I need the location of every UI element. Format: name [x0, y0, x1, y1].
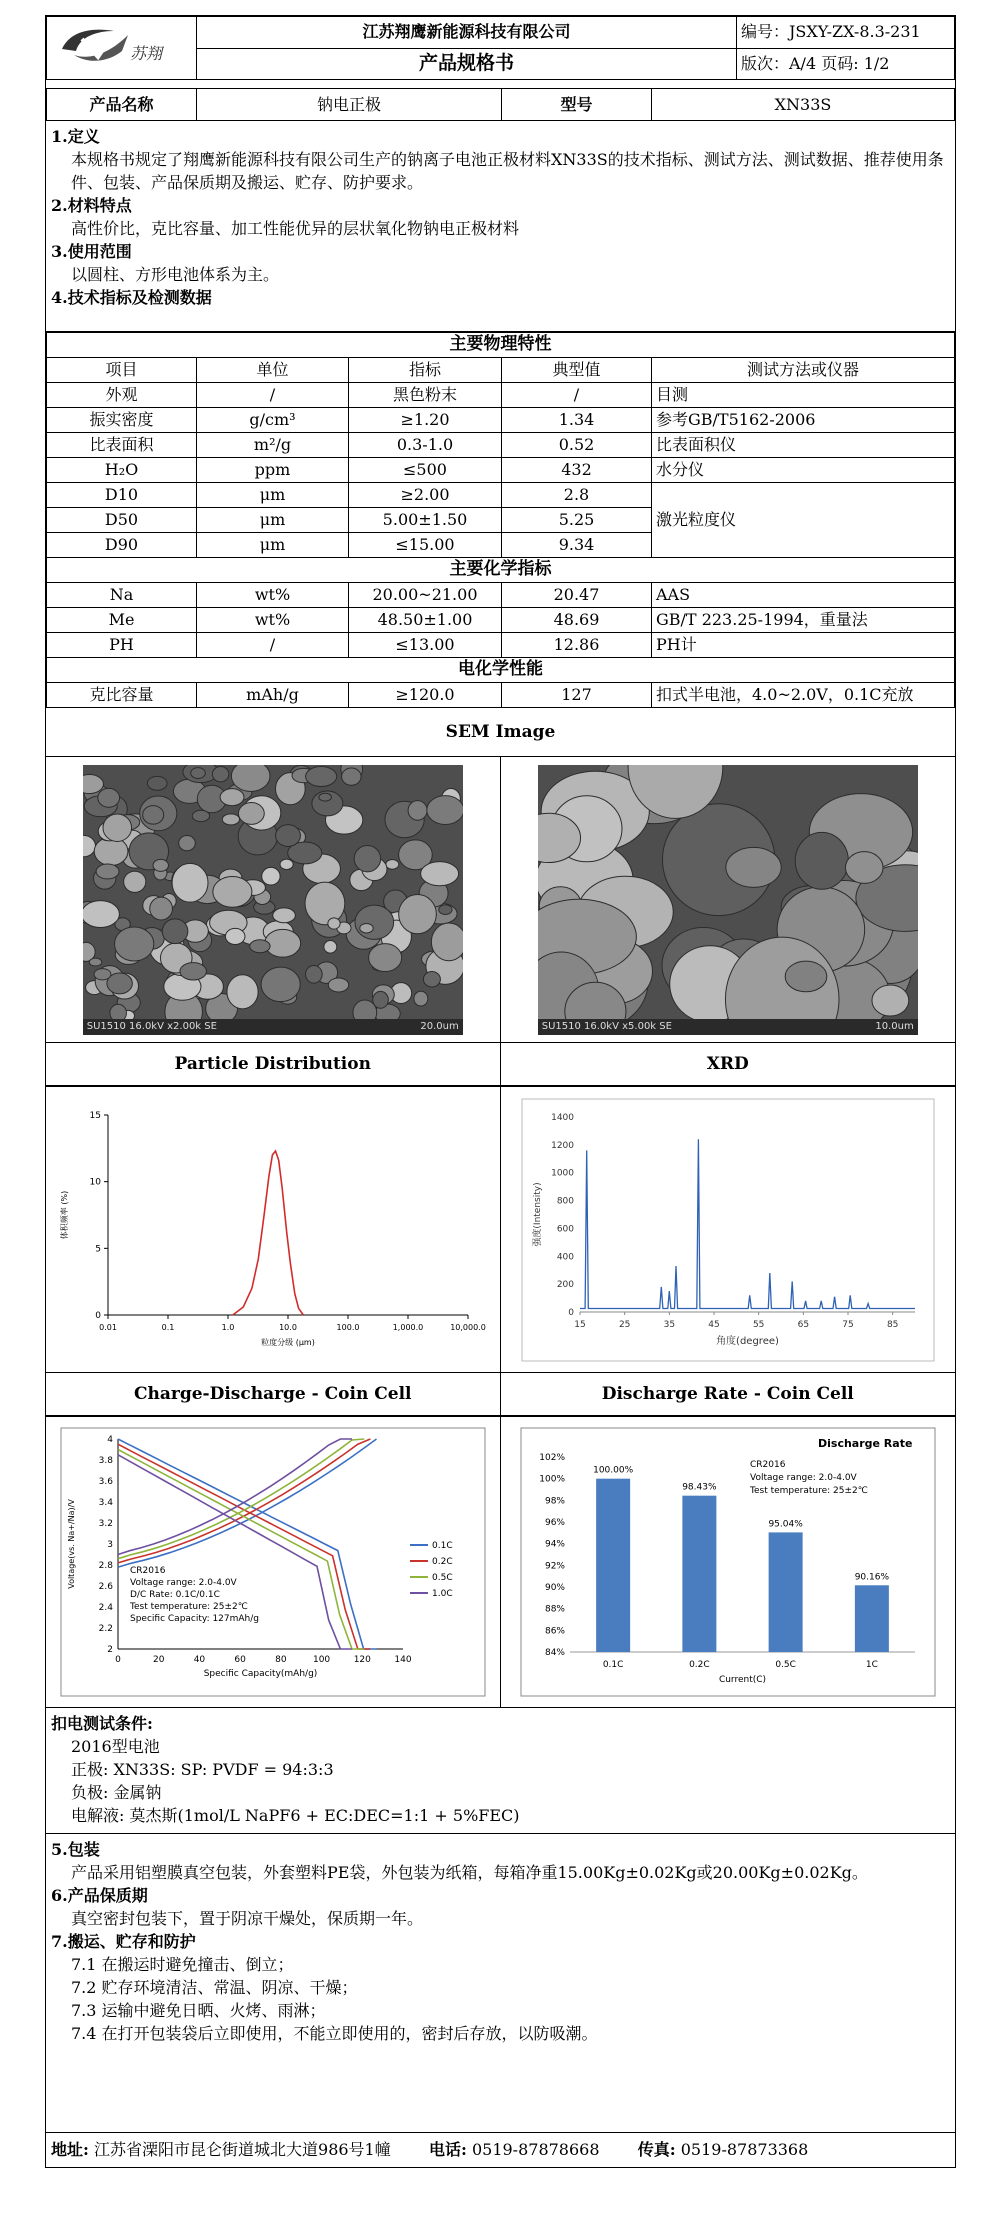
section-3-body: 以圆柱、方形电池体系为主。 — [71, 265, 280, 284]
table-row — [47, 383, 955, 408]
cd-y-tick-label: 3.2 — [98, 1518, 113, 1529]
sem-particle — [328, 917, 340, 928]
cd-y-tick-label: 2.2 — [98, 1623, 113, 1634]
psd-x-tick-label: 10.0 — [278, 1322, 297, 1332]
cell-method: 比表面积仪 — [652, 433, 955, 458]
cell-item: 克比容量 — [47, 683, 197, 708]
cd-chart — [58, 1425, 488, 1700]
section-1-title: 1.定义 — [51, 127, 100, 146]
psd-x-tick-label: 100.0 — [336, 1322, 360, 1332]
sem-particle — [324, 940, 337, 953]
product-table — [46, 88, 955, 121]
cd-legend-label-0.2C: 0.2C — [431, 1556, 453, 1567]
cd-y-label: Voltage(vs. Na+/Na)/V — [66, 1498, 76, 1589]
spec-sheet — [45, 15, 956, 2168]
company-name: 江苏翔鹰新能源科技有限公司 — [197, 17, 737, 49]
address-value: 江苏省溧阳市昆仑街道城北大道986号1幢 — [94, 2140, 391, 2159]
table-row — [47, 483, 955, 508]
section-7-item: 7.4 在打开包装袋后立即使用，不能立即使用的，密封后存放，以防吸潮。 — [71, 2024, 598, 2043]
psd-x-label: 粒度分级 (μm) — [260, 1337, 315, 1347]
chart-row-2 — [46, 1416, 955, 1708]
sem-particle — [438, 904, 451, 914]
rate-bar-label: 90.16% — [854, 1571, 889, 1582]
svg-text:苏翔: 苏翔 — [129, 43, 162, 63]
psd-x-tick-label: 1.0 — [221, 1322, 235, 1332]
sem-particle — [319, 793, 332, 801]
rate-title: Discharge Rate — [817, 1436, 913, 1450]
sem-particle — [368, 943, 401, 971]
sem-particle — [147, 776, 167, 790]
sem-texture-left — [83, 765, 463, 1019]
physical-title: 主要物理特性 — [47, 333, 955, 358]
table-row — [47, 608, 955, 633]
section-7-title: 7.搬运、贮存和防护 — [51, 1932, 196, 1951]
table-row — [47, 433, 955, 458]
caption-row-1 — [46, 1043, 955, 1086]
cd-x-label: Specific Capacity(mAh/g) — [203, 1668, 318, 1679]
cd-x-tick-label: 120 — [353, 1654, 371, 1665]
chemical-title: 主要化学指标 — [47, 558, 955, 583]
cell-item: D10 — [47, 483, 197, 508]
cell-item: 振实密度 — [47, 408, 197, 433]
cell-unit: / — [197, 383, 349, 408]
sem-particle — [89, 958, 102, 966]
xrd-y-tick-label: 400 — [556, 1251, 574, 1262]
xrd-x-tick-label: 65 — [797, 1319, 809, 1330]
sem-particle — [872, 984, 909, 1015]
section-1-body: 本规格书规定了翔鹰新能源科技有限公司生产的钠离子电池正极材料XN33S的技术指标、测试方法、测试数据、推荐使用条件、包装、产品保质期及搬运、贮存、防护要求。 — [71, 150, 944, 192]
cd-y-tick-label: 3.4 — [98, 1497, 113, 1508]
sem-particle — [427, 795, 463, 824]
section-4-title: 4.技术指标及检测数据 — [51, 288, 212, 307]
sem-particle — [162, 918, 188, 943]
psd-x-tick-label: 0.1 — [161, 1322, 175, 1332]
cd-legend-label-0.5C: 0.5C — [431, 1572, 453, 1583]
xrd-y-tick-label: 1000 — [550, 1168, 574, 1179]
cd-annotation: D/C Rate: 0.1C/0.1C — [129, 1589, 220, 1600]
psd-curve — [233, 1151, 303, 1315]
sem-particle — [220, 788, 244, 805]
cell-spec: ≥2.00 — [349, 483, 502, 508]
sem-particle — [178, 835, 195, 850]
doc-version: 版次：A/4 页码: 1/2 — [737, 48, 955, 80]
sem-particle — [227, 974, 258, 1008]
cell-spec: 0.3-1.0 — [349, 433, 502, 458]
cd-y-tick-label: 2 — [107, 1644, 113, 1655]
table-row — [47, 683, 955, 708]
xrd-y-tick-label: 200 — [556, 1279, 574, 1290]
rate-bar-0.1C — [596, 1478, 630, 1651]
product-name-value: 钠电正极 — [197, 89, 502, 121]
col-header-item: 项目 — [47, 358, 197, 383]
cell-typical: 432 — [502, 458, 652, 483]
rate-y-tick-label: 94% — [544, 1539, 565, 1550]
sem-particle — [98, 788, 120, 807]
cell-item: PH — [47, 633, 197, 658]
cd-x-tick-label: 0 — [114, 1654, 121, 1665]
sem-particle — [726, 847, 781, 887]
sem-particle — [273, 907, 296, 922]
section-3-title: 3.使用范围 — [51, 242, 132, 261]
sem-particle — [360, 923, 373, 933]
sem-left-scale: 20.0um — [420, 1020, 459, 1032]
sem-particle — [172, 863, 208, 902]
coin-test-line: 正极: XN33S: SP: PVDF = 94:3:3 — [71, 1760, 334, 1779]
cell-spec: 48.50±1.00 — [349, 608, 502, 633]
psd-chart — [53, 1095, 493, 1365]
model-value: XN33S — [652, 89, 955, 121]
xrd-y-tick-label: 800 — [556, 1196, 574, 1207]
table-row — [47, 583, 955, 608]
header-table — [46, 16, 955, 80]
rate-annotation: CR2016 — [749, 1459, 786, 1470]
sem-particle — [341, 768, 361, 785]
cell-typical: 20.47 — [502, 583, 652, 608]
sem-texture-right — [538, 765, 918, 1019]
rate-bar-label: 98.43% — [681, 1482, 717, 1493]
logo-swoosh-icon — [52, 21, 192, 71]
company-logo — [47, 17, 197, 80]
sem-particle — [305, 965, 322, 983]
rate-chart — [518, 1425, 938, 1700]
product-name-label: 产品名称 — [47, 89, 197, 121]
sem-particle — [114, 926, 153, 960]
coin-test-section — [46, 1708, 955, 1834]
sem-particle — [261, 867, 279, 885]
cell-unit: wt% — [197, 608, 349, 633]
cd-annotation: Test temperature: 25±2℃ — [129, 1601, 248, 1612]
section-6-body: 真空密封包装下，置于阴凉干燥处，保质期一年。 — [71, 1909, 424, 1928]
cell-method: 水分仪 — [652, 458, 955, 483]
col-header-spec: 指标 — [349, 358, 502, 383]
cell-method: GB/T 223.25-1994，重量法 — [652, 608, 955, 633]
cd-y-tick-label: 2.8 — [98, 1560, 113, 1571]
cell-unit: mAh/g — [197, 683, 349, 708]
col-header-typical: 典型值 — [502, 358, 652, 383]
psd-y-tick-label: 15 — [89, 1110, 101, 1121]
rate-y-tick-label: 96% — [544, 1517, 565, 1528]
cell-unit: μm — [197, 483, 349, 508]
phone-value: 0519-87878668 — [471, 2140, 600, 2159]
sem-particle — [431, 923, 463, 961]
cell-typical: 12.86 — [502, 633, 652, 658]
cell-method-laser: 激光粒度仪 — [652, 483, 955, 558]
xrd-x-tick-label: 55 — [752, 1319, 765, 1330]
section-2-body: 高性价比，克比容量、加工性能优异的层状氧化物钠电正极材料 — [71, 219, 520, 238]
psd-cell — [46, 1087, 501, 1372]
cd-x-tick-label: 20 — [152, 1654, 165, 1665]
cd-annotation: Specific Capacity: 127mAh/g — [129, 1613, 259, 1624]
sem-particle — [142, 805, 163, 824]
cell-item: D90 — [47, 533, 197, 558]
rate-y-tick-label: 98% — [544, 1495, 565, 1506]
table-row — [47, 408, 955, 433]
cell-typical: 9.34 — [502, 533, 652, 558]
rate-y-tick-label: 88% — [544, 1604, 565, 1615]
xrd-x-tick-label: 75 — [842, 1319, 854, 1330]
cd-y-tick-label: 3 — [107, 1539, 113, 1550]
cell-method: 参考GB/T5162-2006 — [652, 408, 955, 433]
cell-method: 目测 — [652, 383, 955, 408]
psd-y-label: 体积频率 (%) — [59, 1190, 69, 1239]
cell-unit: / — [197, 633, 349, 658]
cell-item: H₂O — [47, 458, 197, 483]
model-label: 型号 — [502, 89, 652, 121]
electro-title: 电化学性能 — [47, 658, 955, 683]
cell-unit: m²/g — [197, 433, 349, 458]
sem-particle — [96, 864, 119, 879]
sem-particle — [94, 837, 128, 865]
sem-particle — [305, 766, 336, 786]
sem-particle — [328, 977, 348, 991]
cell-item: 外观 — [47, 383, 197, 408]
cell-item: 比表面积 — [47, 433, 197, 458]
spec-table — [46, 332, 955, 708]
sem-particle — [192, 810, 209, 821]
cd-y-tick-label: 3.8 — [98, 1455, 113, 1466]
cd-y-tick-label: 3.6 — [98, 1476, 113, 1487]
cell-unit: μm — [197, 533, 349, 558]
cell-unit: μm — [197, 508, 349, 533]
sem-particle — [845, 851, 883, 883]
sem-row — [46, 757, 955, 1043]
sem-particle — [238, 802, 264, 824]
sem-particle — [795, 832, 848, 889]
cd-y-tick-label: 2.4 — [98, 1602, 113, 1613]
sem-particle — [222, 813, 239, 824]
cell-typical: 5.25 — [502, 508, 652, 533]
xrd-y-tick-label: 1400 — [550, 1112, 574, 1123]
sem-particle — [423, 971, 440, 987]
cell-item: Me — [47, 608, 197, 633]
cell-spec: ≤500 — [349, 458, 502, 483]
section-5-title: 5.包装 — [51, 1840, 100, 1859]
psd-caption: Particle Distribution — [46, 1043, 501, 1085]
cell-item: Na — [47, 583, 197, 608]
xrd-y-tick-label: 600 — [556, 1223, 574, 1234]
xrd-y-tick-label: 1200 — [550, 1140, 574, 1151]
phone-label: 电话: — [428, 2140, 467, 2159]
caption-row-2 — [46, 1373, 955, 1416]
sem-particle — [408, 800, 427, 820]
rate-x-tick-label: 0.2C — [688, 1659, 710, 1670]
cell-unit: wt% — [197, 583, 349, 608]
sem-right-footer — [538, 1019, 918, 1035]
cd-annotation: Voltage range: 2.0-4.0V — [129, 1577, 237, 1588]
xrd-x-tick-label: 85 — [886, 1319, 899, 1330]
xrd-x-tick-label: 45 — [708, 1319, 720, 1330]
sem-title: SEM Image — [46, 708, 955, 757]
cell-typical: 127 — [502, 683, 652, 708]
sem-particle — [398, 894, 436, 933]
cd-x-tick-label: 140 — [394, 1654, 412, 1665]
sem-particle — [354, 845, 380, 871]
psd-y-tick-label: 5 — [95, 1243, 101, 1254]
rate-caption: Discharge Rate - Coin Cell — [601, 1384, 854, 1404]
rate-bar-label: 100.00% — [592, 1465, 633, 1476]
cd-x-tick-label: 60 — [234, 1654, 246, 1665]
address-label: 地址: — [51, 2140, 89, 2159]
xrd-caption: XRD — [706, 1054, 749, 1074]
fax-value: 0519-87873368 — [680, 2140, 809, 2159]
rate-x-tick-label: 0.5C — [775, 1659, 796, 1670]
cell-spec: 黑色粉末 — [349, 383, 502, 408]
rate-y-tick-label: 90% — [544, 1582, 565, 1593]
cell-spec: ≥1.20 — [349, 408, 502, 433]
sem-right-scale: 10.0um — [875, 1020, 914, 1032]
bottom-sections — [46, 1834, 955, 2049]
cell-spec: 5.00±1.50 — [349, 508, 502, 533]
cell-unit: ppm — [197, 458, 349, 483]
cell-spec: ≥120.0 — [349, 683, 502, 708]
sem-particle — [414, 991, 428, 1006]
sem-particle — [190, 767, 205, 778]
sem-particle — [231, 765, 270, 791]
doc-title: 产品规格书 — [197, 48, 737, 80]
rate-cell — [501, 1417, 956, 1707]
cell-typical: 0.52 — [502, 433, 652, 458]
fax-label: 传真: — [637, 2140, 676, 2159]
xrd-chart — [518, 1095, 938, 1365]
sem-particle — [305, 882, 345, 925]
cell-unit: g/cm³ — [197, 408, 349, 433]
sem-particle — [386, 859, 399, 869]
sem-particle — [420, 861, 458, 885]
doc-code: 编号：JSXY-ZX-8.3-231 — [737, 17, 955, 49]
section-5-body: 产品采用铝塑膜真空包装，外套塑料PE袋，外包装为纸箱，每箱净重15.00Kg±0.02Kg或20.00Kg±0.02Kg。 — [71, 1863, 868, 1882]
rate-y-tick-label: 84% — [544, 1647, 565, 1658]
sem-particle — [94, 968, 111, 979]
sem-right-cell — [501, 757, 956, 1042]
xrd-cell — [501, 1087, 956, 1372]
rate-x-tick-label: 1C — [865, 1659, 878, 1670]
sem-particle — [261, 967, 300, 1002]
rate-y-tick-label: 92% — [544, 1560, 565, 1571]
cd-x-tick-label: 100 — [312, 1654, 330, 1665]
coin-test-line: 2016型电池 — [71, 1737, 160, 1756]
rate-bar-1C — [855, 1585, 889, 1652]
cell-spec: ≤15.00 — [349, 533, 502, 558]
col-header-method: 测试方法或仪器 — [652, 358, 955, 383]
psd-x-tick-label: 1,000.0 — [392, 1322, 424, 1332]
xrd-y-label: 强度(Intensity) — [532, 1181, 543, 1247]
sem-particle — [785, 961, 827, 992]
cell-typical: / — [502, 383, 652, 408]
cell-method: PH计 — [652, 633, 955, 658]
rate-bar-0.2C — [682, 1495, 716, 1651]
sem-particle — [180, 962, 207, 979]
intro-sections — [46, 121, 955, 332]
cell-typical: 1.34 — [502, 408, 652, 433]
sem-particle — [280, 859, 293, 870]
psd-y-tick-label: 10 — [89, 1177, 101, 1188]
section-7-item: 7.1 在搬运时避免撞击、倒立； — [71, 1955, 294, 1974]
xrd-x-tick-label: 35 — [663, 1319, 675, 1330]
rate-y-tick-label: 102% — [539, 1452, 565, 1463]
sem-image-right — [538, 765, 918, 1035]
sem-left-footer — [83, 1019, 463, 1035]
col-header-unit: 单位 — [197, 358, 349, 383]
rate-bar-label: 95.04% — [768, 1518, 803, 1529]
section-6-title: 6.产品保质期 — [51, 1886, 148, 1905]
cell-typical: 2.8 — [502, 483, 652, 508]
psd-x-tick-label: 0.01 — [98, 1322, 117, 1332]
rate-bar-0.5C — [768, 1532, 802, 1652]
cd-x-tick-label: 80 — [274, 1654, 287, 1665]
sem-particle — [83, 900, 119, 927]
sem-particle — [213, 876, 252, 907]
sem-particle — [149, 897, 172, 920]
xrd-x-tick-label: 25 — [618, 1319, 631, 1330]
sem-particle — [212, 766, 228, 781]
cd-legend-label-0.1C: 0.1C — [431, 1540, 453, 1551]
cd-y-tick-label: 4 — [107, 1434, 113, 1445]
rate-annotation: Test temperature: 25±2℃ — [749, 1485, 868, 1496]
sem-particle — [123, 871, 145, 892]
cd-y-tick-label: 2.6 — [98, 1581, 113, 1592]
sem-particle — [103, 814, 132, 841]
rate-x-label: Current(C) — [718, 1674, 766, 1685]
cell-spec: 20.00~21.00 — [349, 583, 502, 608]
sem-particle — [153, 859, 168, 871]
sem-particle — [110, 1004, 127, 1019]
table-row — [47, 458, 955, 483]
cd-caption: Charge-Discharge - Coin Cell — [46, 1373, 501, 1415]
cell-item: D50 — [47, 508, 197, 533]
rate-frame — [521, 1428, 935, 1696]
sem-image-left — [83, 765, 463, 1035]
cd-x-tick-label: 40 — [193, 1654, 205, 1665]
table-row — [47, 633, 955, 658]
rate-x-tick-label: 0.1C — [602, 1659, 624, 1670]
sem-particle — [225, 928, 245, 944]
sem-particle — [249, 939, 269, 952]
psd-y-tick-label: 0 — [95, 1310, 101, 1321]
coin-test-title: 扣电测试条件: — [51, 1714, 153, 1733]
sem-particle — [264, 929, 300, 957]
sem-right-info: SU1510 16.0kV x5.00k SE — [541, 1020, 672, 1032]
cell-method: AAS — [652, 583, 955, 608]
section-7-item: 7.3 运输中避免日晒、火烤、雨淋； — [71, 2001, 326, 2020]
rate-annotation: Voltage range: 2.0-4.0V — [749, 1472, 857, 1483]
sem-particle — [355, 905, 394, 939]
psd-x-tick-label: 10,000.0 — [449, 1322, 486, 1332]
cd-legend-label-1.0C: 1.0C — [431, 1588, 453, 1599]
rate-y-tick-label: 86% — [544, 1625, 565, 1636]
rate-y-tick-label: 100% — [539, 1474, 565, 1485]
coin-test-line: 负极: 金属钠 — [71, 1783, 162, 1802]
xrd-x-tick-label: 15 — [574, 1319, 586, 1330]
sem-particle — [275, 824, 300, 846]
sem-left-info: SU1510 16.0kV x2.00k SE — [86, 1020, 217, 1032]
cell-typical: 48.69 — [502, 608, 652, 633]
xrd-x-label: 角度(degree) — [715, 1335, 779, 1347]
xrd-y-tick-label: 0 — [568, 1307, 574, 1318]
cd-annotation: CR2016 — [129, 1565, 166, 1576]
coin-test-line: 电解液: 莫杰斯(1mol/L NaPF6 + EC:DEC=1:1 + 5%FEC) — [71, 1806, 520, 1825]
footer — [46, 2132, 955, 2167]
cd-cell — [46, 1417, 501, 1707]
cell-method: 扣式半电池，4.0~2.0V，0.1C充放 — [652, 683, 955, 708]
sem-left-cell — [46, 757, 501, 1042]
cell-spec: ≤13.00 — [349, 633, 502, 658]
chart-row-1 — [46, 1086, 955, 1373]
section-2-title: 2.材料特点 — [51, 196, 132, 215]
section-7-item: 7.2 贮存环境清洁、常温、阴凉、干燥； — [71, 1978, 358, 1997]
